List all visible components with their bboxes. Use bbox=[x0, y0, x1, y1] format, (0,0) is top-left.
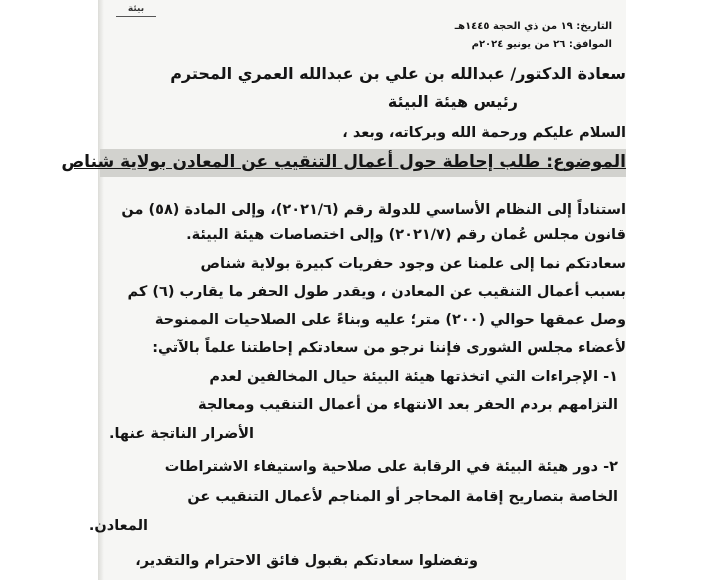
body-line-6: لأعضاء مجلس الشورى فإننا نرجو من سعادتكم إحاطتنا علماً بالآتي: bbox=[152, 340, 626, 356]
recipient-line: سعادة الدكتور/ عبدالله بن علي بن عبدالله العمري المحترم bbox=[170, 64, 626, 83]
list-item-1: ١- الإجراءات التي اتخذتها هيئة البيئة حيال المخالفين لعدم bbox=[209, 369, 618, 385]
letter-page bbox=[61, 0, 626, 580]
letterhead-logo: بيئة bbox=[116, 3, 156, 17]
list-item-1-cont-2: الأضرار الناتجة عنها. bbox=[108, 426, 254, 442]
greeting: السلام عليكم ورحمة الله وبركاته، وبعد ، bbox=[342, 125, 626, 141]
body-line-4: بسبب أعمال التنقيب عن المعادن ، ويقدر طول الحفر ما يقارب (٦) كم bbox=[127, 284, 626, 300]
list-item-2-cont-1: الخاصة بتصاريح إقامة المحاجر أو المناجم لأعمال التنقيب عن bbox=[187, 489, 618, 505]
list-item-2: ٢- دور هيئة البيئة في الرقابة على صلاحية واستيفاء الاشتراطات bbox=[164, 459, 618, 475]
list-item-1-cont-1: التزامهم بردم الحفر بعد الانتهاء من أعمال التنقيب ومعالجة bbox=[198, 397, 618, 413]
subject-line: الموضوع: طلب إحاطة حول أعمال التنقيب عن المعادن بولاية شناص bbox=[61, 152, 626, 172]
closing-line: وتفضلوا سعادتكم بقبول فائق الاحترام والتقدير، bbox=[135, 553, 478, 569]
list-item-2-cont-2: المعادن. bbox=[88, 518, 148, 534]
body-line-1: استناداً إلى النظام الأساسي للدولة رقم (٢٠٢١/٦)، وإلى المادة (٥٨) من bbox=[121, 202, 626, 218]
body-line-5: وصل عمقها حوالي (٢٠٠) متر؛ عليه وبناءً على الصلاحيات الممنوحة bbox=[154, 312, 626, 328]
recipient-title: رئيس هيئة البيئة bbox=[387, 92, 518, 111]
body-line-2: قانون مجلس عُمان رقم (٢٠٢١/٧) وإلى اختصاصات هيئة البيئة. bbox=[186, 227, 626, 243]
page-edge-shadow bbox=[98, 0, 104, 580]
date-hijri: التاريخ: ١٩ من ذي الحجة ١٤٤٥هـ bbox=[454, 21, 612, 32]
body-line-3: سعادتكم نما إلى علمنا عن وجود حفريات كبيرة بولاية شناص bbox=[200, 256, 626, 272]
date-gregorian: الموافق: ٢٦ من يونيو ٢٠٢٤م bbox=[471, 39, 612, 50]
